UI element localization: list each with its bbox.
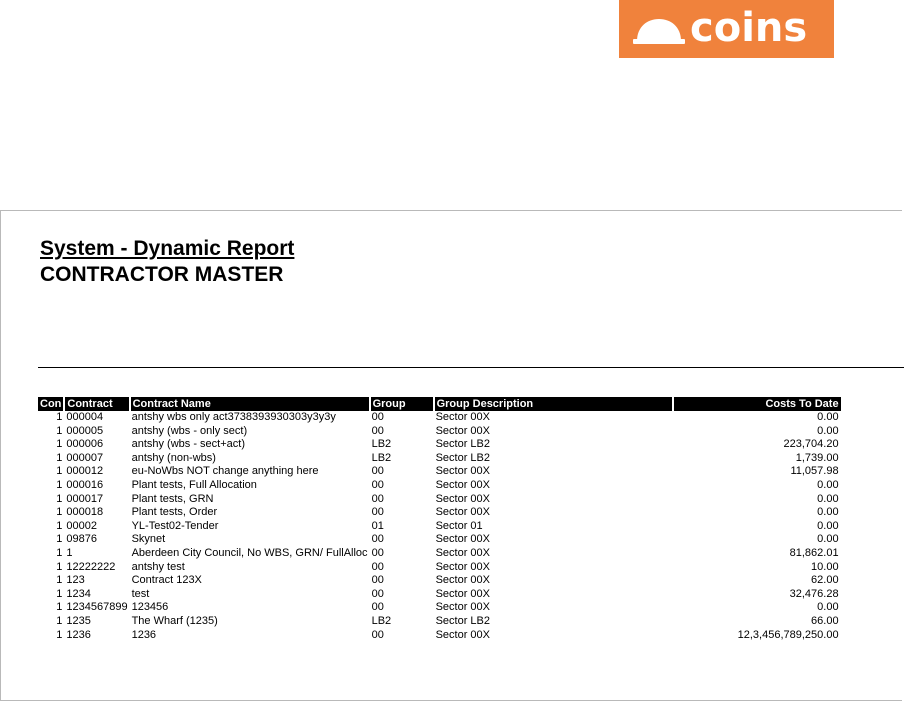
cell-company: 1 xyxy=(56,438,63,451)
cell-contract-name: test xyxy=(131,587,150,600)
table-row[interactable] xyxy=(38,438,841,452)
cell-company: 1 xyxy=(56,424,63,437)
col-header-group[interactable]: Group xyxy=(370,397,434,411)
cell-company: 1 xyxy=(56,560,63,573)
cell-group: 00 xyxy=(371,424,384,437)
col-header-group-description[interactable]: Group Description xyxy=(434,397,673,411)
cell-group-description: Sector 00X xyxy=(435,411,490,423)
cell-company: 1 xyxy=(56,614,63,627)
cell-contract: 000004 xyxy=(66,411,104,423)
cell-costs-to-date: 1,739.00 xyxy=(795,451,839,464)
cell-contract-name: Plant tests, Full Allocation xyxy=(131,478,257,491)
cell-costs-to-date: 0.00 xyxy=(817,519,839,532)
cell-group-description: Sector LB2 xyxy=(435,614,490,627)
cell-group-description: Sector 00X xyxy=(435,560,490,573)
cell-contract: 000005 xyxy=(66,424,104,437)
cell-group: 00 xyxy=(371,587,384,600)
cell-company: 1 xyxy=(56,546,63,559)
cell-group-description: Sector 00X xyxy=(435,601,490,614)
cell-group-description: Sector 00X xyxy=(435,533,490,546)
cell-group-description: Sector 00X xyxy=(435,506,490,519)
cell-group-description: Sector 00X xyxy=(435,492,490,505)
cell-group: 00 xyxy=(371,478,384,491)
table-row[interactable] xyxy=(38,520,841,534)
table-row[interactable] xyxy=(38,601,841,615)
cell-contract: 1236 xyxy=(66,628,91,641)
cell-company: 1 xyxy=(56,411,63,423)
cell-costs-to-date: 62.00 xyxy=(811,574,839,587)
cell-group: LB2 xyxy=(371,438,392,451)
table-row[interactable] xyxy=(38,506,841,520)
table-row[interactable] xyxy=(38,493,841,507)
table-row[interactable] xyxy=(38,411,841,425)
cell-group-description: Sector 01 xyxy=(435,519,483,532)
cell-contract-name: 123456 xyxy=(131,601,169,614)
cell-costs-to-date: 0.00 xyxy=(817,478,839,491)
table-header-row xyxy=(38,397,841,411)
cell-group: 00 xyxy=(371,628,384,641)
cell-group: 00 xyxy=(371,601,384,614)
cell-company: 1 xyxy=(56,506,63,519)
cell-company: 1 xyxy=(56,451,63,464)
cell-contract-name: antshy wbs only act3738393930303y3y3y xyxy=(131,411,336,423)
cell-group-description: Sector LB2 xyxy=(435,451,490,464)
cell-company: 1 xyxy=(56,478,63,491)
cell-group-description: Sector 00X xyxy=(435,465,490,478)
cell-contract: 000018 xyxy=(66,506,104,519)
cell-group: 00 xyxy=(371,546,384,559)
cell-group-description: Sector 00X xyxy=(435,587,490,600)
cell-costs-to-date: 223,704.20 xyxy=(783,438,839,451)
cell-company: 1 xyxy=(56,492,63,505)
cell-company: 1 xyxy=(56,628,63,641)
table-row[interactable] xyxy=(38,465,841,479)
cell-contract-name: eu-NoWbs NOT change anything here xyxy=(131,465,319,478)
table-row[interactable] xyxy=(38,574,841,588)
hardhat-icon xyxy=(633,15,685,45)
header-rule xyxy=(38,367,904,368)
table-row[interactable] xyxy=(38,479,841,493)
coins-logo xyxy=(619,0,834,58)
cell-costs-to-date: 0.00 xyxy=(817,411,839,423)
cell-contract-name: YL-Test02-Tender xyxy=(131,519,219,532)
table-row[interactable] xyxy=(38,533,841,547)
cell-costs-to-date: 81,862.01 xyxy=(789,546,839,559)
cell-company: 1 xyxy=(56,519,63,532)
cell-contract: 12222222 xyxy=(66,560,116,573)
cell-group: 00 xyxy=(371,465,384,478)
cell-company: 1 xyxy=(56,587,63,600)
cell-company: 1 xyxy=(56,601,63,614)
cell-contract: 000017 xyxy=(66,492,104,505)
cell-group: LB2 xyxy=(371,614,392,627)
cell-costs-to-date: 66.00 xyxy=(811,614,839,627)
cell-contract: 000006 xyxy=(66,438,104,451)
table-row[interactable] xyxy=(38,547,841,561)
cell-group: 00 xyxy=(371,492,384,505)
report-title: System - Dynamic Report xyxy=(40,237,295,260)
cell-contract: 123 xyxy=(66,574,85,587)
cell-contract-name: Skynet xyxy=(131,533,166,546)
cell-group: 00 xyxy=(371,574,384,587)
cell-contract: 00002 xyxy=(66,519,97,532)
cell-contract-name: antshy (wbs - only sect) xyxy=(131,424,248,437)
cell-contract-name: antshy (wbs - sect+act) xyxy=(131,438,245,451)
cell-contract: 09876 xyxy=(66,533,97,546)
cell-contract-name: Plant tests, GRN xyxy=(131,492,214,505)
cell-contract-name: Aberdeen City Council, No WBS, GRN/ FullAlloc xyxy=(131,546,368,559)
cell-group: 00 xyxy=(371,506,384,519)
table-row[interactable] xyxy=(38,452,841,466)
cell-costs-to-date: 32,476.28 xyxy=(789,587,839,600)
table-row[interactable] xyxy=(38,588,841,602)
table-row[interactable] xyxy=(38,629,841,643)
cell-group-description: Sector LB2 xyxy=(435,438,490,451)
col-header-contract[interactable]: Contract xyxy=(64,397,129,411)
cell-contract: 1234 xyxy=(66,587,91,600)
col-header-costs-to-date[interactable]: Costs To Date xyxy=(673,397,841,411)
cell-contract-name: Contract 123X xyxy=(131,574,202,587)
cell-group-description: Sector 00X xyxy=(435,478,490,491)
cell-group: 00 xyxy=(371,560,384,573)
cell-contract-name: The Wharf (1235) xyxy=(131,614,218,627)
cell-contract-name: Plant tests, Order xyxy=(131,506,218,519)
cell-costs-to-date: 0.00 xyxy=(817,533,839,546)
cell-group: 00 xyxy=(371,411,384,423)
report-subtitle: CONTRACTOR MASTER xyxy=(40,263,284,286)
cell-company: 1 xyxy=(56,574,63,587)
cell-group-description: Sector 00X xyxy=(435,574,490,587)
cell-company: 1 xyxy=(56,533,63,546)
cell-group-description: Sector 00X xyxy=(435,546,490,559)
cell-contract: 000007 xyxy=(66,451,104,464)
cell-group: 00 xyxy=(371,533,384,546)
cell-costs-to-date: 12,3,456,789,250.00 xyxy=(737,628,839,641)
cell-group-description: Sector 00X xyxy=(435,424,490,437)
cell-contract: 000016 xyxy=(66,478,104,491)
cell-group: 01 xyxy=(371,519,384,532)
table-row[interactable] xyxy=(38,561,841,575)
cell-contract: 000012 xyxy=(66,465,104,478)
contract-table xyxy=(38,397,841,642)
cell-costs-to-date: 0.00 xyxy=(817,506,839,519)
col-header-contract-name[interactable]: Contract Name xyxy=(130,397,370,411)
cell-contract: 1234567899 xyxy=(66,601,128,614)
cell-contract-name: antshy test xyxy=(131,560,185,573)
cell-group-description: Sector 00X xyxy=(435,628,490,641)
col-header-company[interactable]: Con xyxy=(38,397,64,411)
table-row[interactable] xyxy=(38,615,841,629)
cell-company: 1 xyxy=(56,465,63,478)
cell-costs-to-date: 0.00 xyxy=(817,492,839,505)
cell-costs-to-date: 10.00 xyxy=(811,560,839,573)
cell-costs-to-date: 0.00 xyxy=(817,601,839,614)
logo-text: coins xyxy=(690,5,808,51)
cell-contract-name: antshy (non-wbs) xyxy=(131,451,216,464)
cell-group: LB2 xyxy=(371,451,392,464)
cell-contract: 1 xyxy=(66,546,73,559)
table-row[interactable] xyxy=(38,425,841,439)
cell-costs-to-date: 11,057.98 xyxy=(790,465,839,478)
cell-contract-name: 1236 xyxy=(131,628,157,641)
cell-costs-to-date: 0.00 xyxy=(817,424,839,437)
cell-contract: 1235 xyxy=(66,614,91,627)
